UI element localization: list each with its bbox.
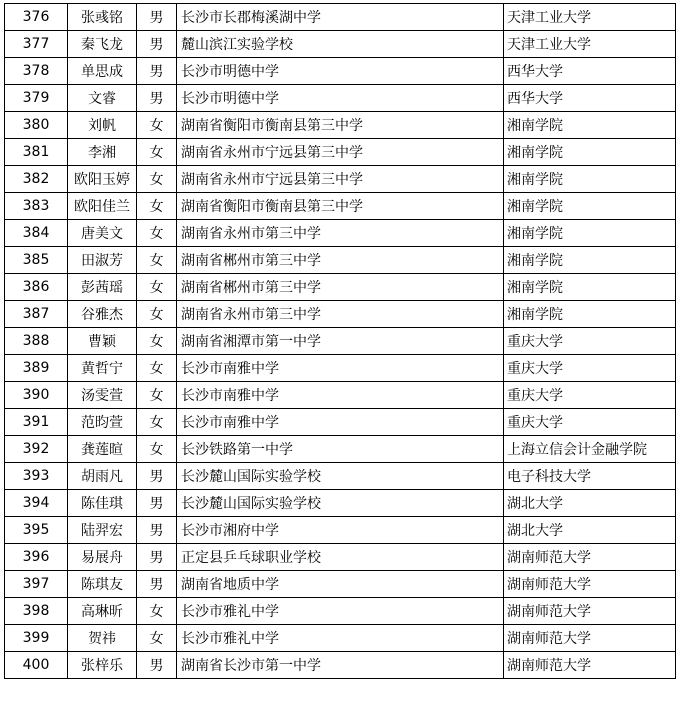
student-name-cell: 陈琪友 xyxy=(68,571,137,598)
school-cell: 长沙麓山国际实验学校 xyxy=(177,463,504,490)
row-number-cell: 389 xyxy=(5,355,68,382)
school-cell: 湖南省永州市宁远县第三中学 xyxy=(177,166,504,193)
university-cell: 湘南学院 xyxy=(504,301,676,328)
table-row xyxy=(5,166,676,193)
student-name-cell: 范昀萱 xyxy=(68,409,137,436)
university-cell: 湘南学院 xyxy=(504,220,676,247)
gender-cell: 男 xyxy=(137,31,177,58)
table-row xyxy=(5,193,676,220)
school-cell: 长沙市南雅中学 xyxy=(177,409,504,436)
row-number-cell: 388 xyxy=(5,328,68,355)
school-cell: 湖南省衡阳市衡南县第三中学 xyxy=(177,193,504,220)
student-name-cell: 彭茜瑶 xyxy=(68,274,137,301)
school-cell: 湖南省湘潭市第一中学 xyxy=(177,328,504,355)
row-number-cell: 399 xyxy=(5,625,68,652)
table-row xyxy=(5,328,676,355)
row-number-cell: 384 xyxy=(5,220,68,247)
university-cell: 湘南学院 xyxy=(504,139,676,166)
gender-cell: 男 xyxy=(137,517,177,544)
university-cell: 湖北大学 xyxy=(504,490,676,517)
table-row xyxy=(5,355,676,382)
table-row xyxy=(5,544,676,571)
row-number-cell: 383 xyxy=(5,193,68,220)
student-name-cell: 黄哲宁 xyxy=(68,355,137,382)
gender-cell: 女 xyxy=(137,382,177,409)
school-cell: 长沙市明德中学 xyxy=(177,58,504,85)
table-row xyxy=(5,4,676,31)
row-number-cell: 394 xyxy=(5,490,68,517)
student-name-cell: 田淑芳 xyxy=(68,247,137,274)
table-row xyxy=(5,517,676,544)
university-cell: 电子科技大学 xyxy=(504,463,676,490)
student-name-cell: 陆羿宏 xyxy=(68,517,137,544)
student-name-cell: 张梓乐 xyxy=(68,652,137,679)
gender-cell: 男 xyxy=(137,490,177,517)
student-name-cell: 贺祎 xyxy=(68,625,137,652)
school-cell: 长沙市南雅中学 xyxy=(177,382,504,409)
gender-cell: 女 xyxy=(137,301,177,328)
student-name-cell: 李湘 xyxy=(68,139,137,166)
table-row xyxy=(5,220,676,247)
table-row xyxy=(5,436,676,463)
school-cell: 长沙市南雅中学 xyxy=(177,355,504,382)
table-row xyxy=(5,409,676,436)
student-name-cell: 刘帆 xyxy=(68,112,137,139)
table-row xyxy=(5,85,676,112)
gender-cell: 女 xyxy=(137,247,177,274)
gender-cell: 男 xyxy=(137,544,177,571)
gender-cell: 男 xyxy=(137,463,177,490)
table-row xyxy=(5,247,676,274)
table-row xyxy=(5,31,676,58)
student-name-cell: 谷雅杰 xyxy=(68,301,137,328)
row-number-cell: 395 xyxy=(5,517,68,544)
row-number-cell: 376 xyxy=(5,4,68,31)
university-cell: 湖北大学 xyxy=(504,517,676,544)
university-cell: 湖南师范大学 xyxy=(504,652,676,679)
gender-cell: 女 xyxy=(137,436,177,463)
table-row xyxy=(5,490,676,517)
table-row xyxy=(5,652,676,679)
row-number-cell: 385 xyxy=(5,247,68,274)
gender-cell: 女 xyxy=(137,625,177,652)
university-cell: 湖南师范大学 xyxy=(504,544,676,571)
table-row xyxy=(5,598,676,625)
university-cell: 重庆大学 xyxy=(504,409,676,436)
row-number-cell: 393 xyxy=(5,463,68,490)
gender-cell: 女 xyxy=(137,112,177,139)
student-name-cell: 曹颖 xyxy=(68,328,137,355)
student-name-cell: 汤雯萱 xyxy=(68,382,137,409)
gender-cell: 女 xyxy=(137,355,177,382)
university-cell: 湘南学院 xyxy=(504,274,676,301)
row-number-cell: 378 xyxy=(5,58,68,85)
table-row xyxy=(5,139,676,166)
table-row xyxy=(5,58,676,85)
university-cell: 湘南学院 xyxy=(504,193,676,220)
school-cell: 长沙麓山国际实验学校 xyxy=(177,490,504,517)
row-number-cell: 386 xyxy=(5,274,68,301)
row-number-cell: 396 xyxy=(5,544,68,571)
student-name-cell: 陈佳琪 xyxy=(68,490,137,517)
school-cell: 湖南省永州市第三中学 xyxy=(177,301,504,328)
gender-cell: 男 xyxy=(137,4,177,31)
row-number-cell: 387 xyxy=(5,301,68,328)
university-cell: 湖南师范大学 xyxy=(504,598,676,625)
school-cell: 湖南省郴州市第三中学 xyxy=(177,274,504,301)
school-cell: 湖南省永州市宁远县第三中学 xyxy=(177,139,504,166)
school-cell: 麓山滨江实验学校 xyxy=(177,31,504,58)
student-name-cell: 秦飞龙 xyxy=(68,31,137,58)
table-row xyxy=(5,571,676,598)
university-cell: 重庆大学 xyxy=(504,328,676,355)
school-cell: 长沙市明德中学 xyxy=(177,85,504,112)
university-cell: 上海立信会计金融学院 xyxy=(504,436,676,463)
table-body xyxy=(5,4,676,679)
university-cell: 湘南学院 xyxy=(504,247,676,274)
row-number-cell: 380 xyxy=(5,112,68,139)
student-name-cell: 唐美文 xyxy=(68,220,137,247)
university-cell: 天津工业大学 xyxy=(504,4,676,31)
gender-cell: 男 xyxy=(137,652,177,679)
school-cell: 长沙市雅礼中学 xyxy=(177,598,504,625)
gender-cell: 男 xyxy=(137,58,177,85)
school-cell: 正定县乒乓球职业学校 xyxy=(177,544,504,571)
student-name-cell: 欧阳玉婷 xyxy=(68,166,137,193)
row-number-cell: 377 xyxy=(5,31,68,58)
school-cell: 长沙市长郡梅溪湖中学 xyxy=(177,4,504,31)
row-number-cell: 400 xyxy=(5,652,68,679)
admission-table xyxy=(4,3,676,679)
student-name-cell: 张彧铭 xyxy=(68,4,137,31)
school-cell: 湖南省地质中学 xyxy=(177,571,504,598)
gender-cell: 男 xyxy=(137,85,177,112)
row-number-cell: 381 xyxy=(5,139,68,166)
school-cell: 湖南省长沙市第一中学 xyxy=(177,652,504,679)
row-number-cell: 390 xyxy=(5,382,68,409)
table-row xyxy=(5,274,676,301)
gender-cell: 女 xyxy=(137,193,177,220)
school-cell: 长沙市湘府中学 xyxy=(177,517,504,544)
table-row xyxy=(5,382,676,409)
row-number-cell: 379 xyxy=(5,85,68,112)
row-number-cell: 382 xyxy=(5,166,68,193)
gender-cell: 女 xyxy=(137,598,177,625)
table-row xyxy=(5,112,676,139)
gender-cell: 女 xyxy=(137,409,177,436)
gender-cell: 女 xyxy=(137,166,177,193)
gender-cell: 女 xyxy=(137,274,177,301)
gender-cell: 男 xyxy=(137,571,177,598)
table-row xyxy=(5,463,676,490)
university-cell: 天津工业大学 xyxy=(504,31,676,58)
table-row xyxy=(5,301,676,328)
row-number-cell: 391 xyxy=(5,409,68,436)
student-name-cell: 易展舟 xyxy=(68,544,137,571)
university-cell: 重庆大学 xyxy=(504,355,676,382)
school-cell: 长沙市雅礼中学 xyxy=(177,625,504,652)
student-name-cell: 龚莲暄 xyxy=(68,436,137,463)
student-name-cell: 文睿 xyxy=(68,85,137,112)
row-number-cell: 398 xyxy=(5,598,68,625)
table-row xyxy=(5,625,676,652)
student-name-cell: 胡雨凡 xyxy=(68,463,137,490)
school-cell: 湖南省衡阳市衡南县第三中学 xyxy=(177,112,504,139)
university-cell: 西华大学 xyxy=(504,85,676,112)
row-number-cell: 392 xyxy=(5,436,68,463)
gender-cell: 女 xyxy=(137,328,177,355)
school-cell: 湖南省郴州市第三中学 xyxy=(177,247,504,274)
university-cell: 西华大学 xyxy=(504,58,676,85)
student-name-cell: 单思成 xyxy=(68,58,137,85)
university-cell: 湖南师范大学 xyxy=(504,571,676,598)
gender-cell: 女 xyxy=(137,220,177,247)
student-name-cell: 高琳昕 xyxy=(68,598,137,625)
student-name-cell: 欧阳佳兰 xyxy=(68,193,137,220)
row-number-cell: 397 xyxy=(5,571,68,598)
university-cell: 湘南学院 xyxy=(504,112,676,139)
university-cell: 湖南师范大学 xyxy=(504,625,676,652)
school-cell: 长沙铁路第一中学 xyxy=(177,436,504,463)
university-cell: 重庆大学 xyxy=(504,382,676,409)
gender-cell: 女 xyxy=(137,139,177,166)
school-cell: 湖南省永州市第三中学 xyxy=(177,220,504,247)
university-cell: 湘南学院 xyxy=(504,166,676,193)
